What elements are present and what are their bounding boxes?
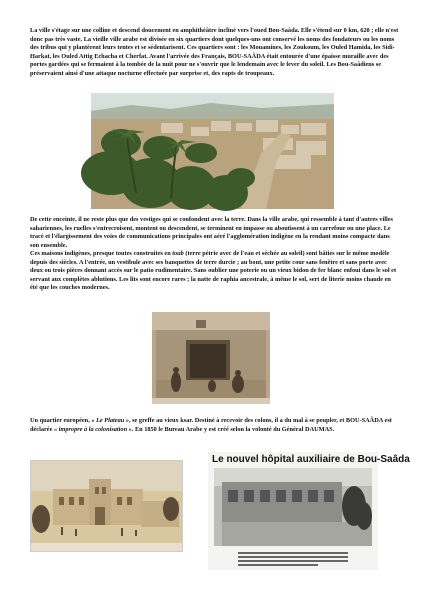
quartier-text-c: . En 1850 le Bureau Arabe y est créé selon la volonté du Général DAUMAS. [131, 425, 335, 433]
quartier-text-b: , se greffe au vieux ksar. Destiné à recevoir des colons, il a du mal à se peupler, et BOU-SAÂDA est déclarée [30, 417, 392, 433]
impropre-term: « impropre à la colonisation » [53, 425, 132, 433]
paragraph-quartier-europeen [30, 417, 400, 434]
quartier-text-a: Un quartier européen, [30, 417, 92, 424]
paragraph-enceinte: De cette enceinte, il ne reste plus que des vestiges qui se confondent avec la terre. Dans la ville arabe, qui ressemble à tant d'autres villes sahariennes, les ruelles s'entrecroisent, montent ou descendent, se terminent en impasse ou aboutissent à un carrefour ou une place. Le tracé et l'élargissement des voies de communications principales ont aéré l'agglomération indigène en la rendant moins compacte dans son ensemble. [30, 216, 393, 249]
clipping-caption-lines [238, 552, 348, 566]
courtyard-photo [152, 312, 270, 404]
maisons-text-a: Ces maisons indigènes, presque toutes construites en [30, 250, 173, 257]
town-panorama-image [91, 93, 334, 209]
paragraph-intro: La ville s'étage sur une colline et descend doucement en amphithéâtre incliné vers l'oued Bou-Saâda. Elle s'étend sur 0 km, 620 ; elle n'est donc pas très vaste. La vieille ville arabe est divisée en six quartiers dont quelques-uns ont conservé les noms des fondateurs ou les noms des tribus qui y plantèrent leurs tentes et se sédentarisent. Ces quartiers sont : les Mouamines, les Zoukoum, les Ouled Hamida, les Sidi-Harkat, les Ouled Attig Echacha et Cherfat. Avant l'arrivée des Français, BOU-SAÂDA était entourée d'une épaisse muraille avec des portes gardées qui se fermaient à la tombée de la nuit pour ne s'ouvrir que le lendemain avec le lever du soleil. Les Bou-Saâdiens se préservaient ainsi d'une attaque nocturne effectuée par surprise et, des rapts de troupeaux. [30, 27, 399, 77]
paragraph-maisons [30, 250, 400, 293]
town-panorama-photo [91, 93, 334, 209]
postcard-photo [30, 460, 183, 552]
le-plateau-term: « Le Plateau » [91, 417, 129, 424]
hospital-image [208, 466, 378, 572]
newspaper-clipping [208, 452, 410, 570]
toub-term: toub [172, 250, 184, 257]
courtyard-image [152, 312, 270, 404]
clipping-headline: Le nouvel hôpital auxiliaire de Bou-Saâda [212, 454, 410, 465]
maisons-text-b: (terre pétrie avec de l'eau et séchée au soleil) sont bâties sur le même modèle depuis des siècles. A l'entrée, un vestibule avec ses banquettes de terre durcie ; au bout, une petite cour sans fenêtre et sans porte avec deux ou trois pièces donnant accès sur le patio rudimentaire. Sans oublier une poterie ou un vieux bidon de fer blanc enfoui dans le sol et servant aux complètes ablutions. Les lits sont encore rares ; la natte de raphia ancestrale, à même le sol, sert de literie moins chaude en été que les couches modernes. [30, 250, 397, 292]
postcard-image [31, 461, 182, 551]
